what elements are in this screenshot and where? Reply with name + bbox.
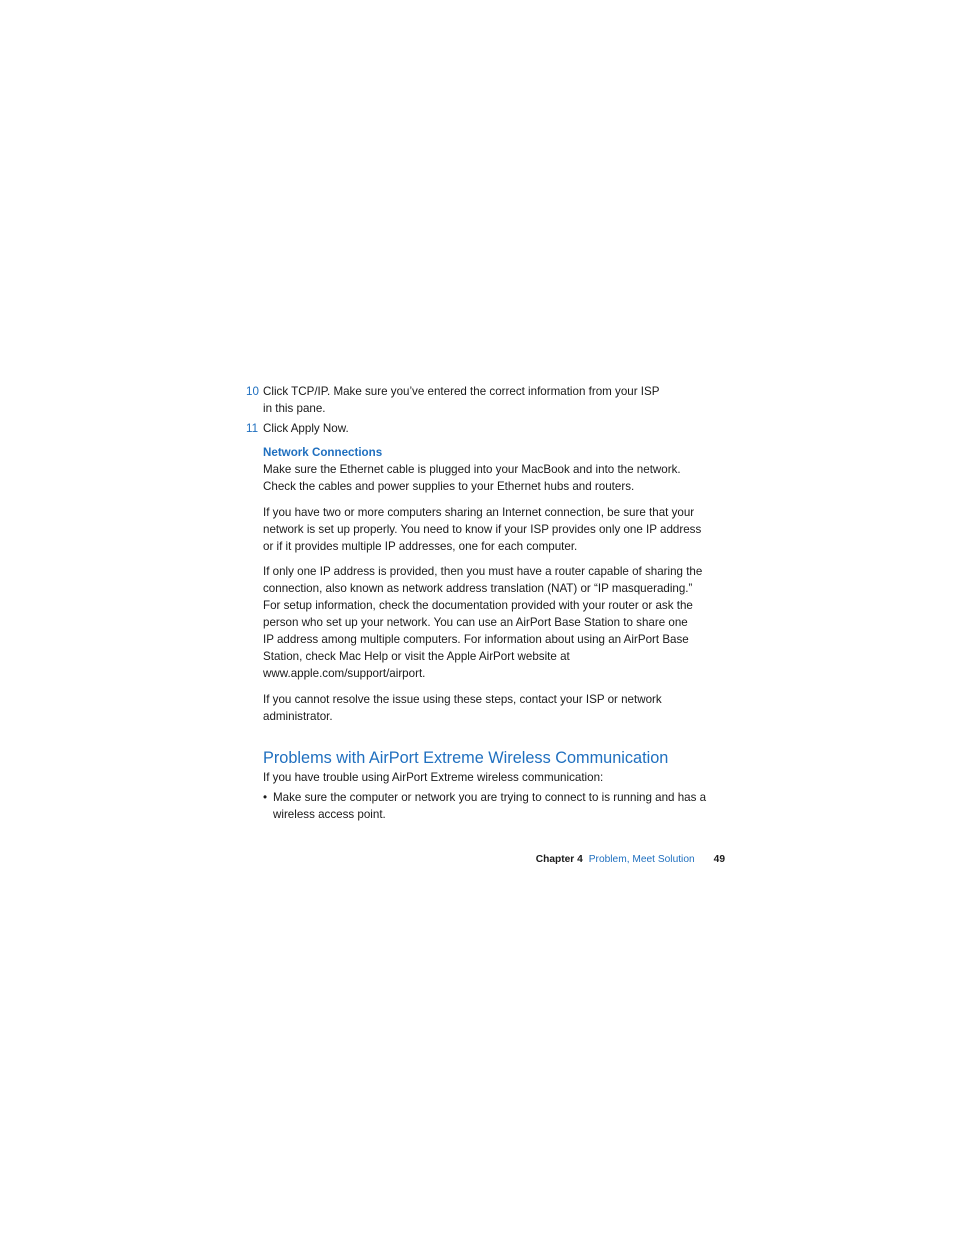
step-text: Click TCP/IP. Make sure you’ve entered the correct information from your ISP in this pane. (263, 385, 660, 415)
section-title: Problems with AirPort Extreme Wireless Communication (263, 749, 669, 767)
footer-chapter: Chapter 4 (535, 854, 583, 865)
network-paragraph-4: If you cannot resolve the issue using these steps, contact your ISP or network administrator. (263, 693, 662, 723)
bullet-item (263, 789, 713, 823)
network-connections-heading: Network Connections (263, 446, 383, 459)
step-number: 11 (246, 422, 259, 435)
bullet-dot-icon: • (263, 791, 268, 804)
airport-intro: If you have trouble using AirPort Extreme wireless communication: (263, 771, 604, 784)
step-10 (246, 383, 706, 417)
footer-chapter-title: Problem, Meet Solution (588, 854, 695, 865)
step-11 (246, 420, 706, 437)
network-paragraph-3: If only one IP address is provided, then you must have a router capable of sharing the connection, also known as network address translation (NAT) or “IP masquerading.” For setup information, check the documentation provided with your router or ask the person who set up your network. You can use an AirPort Base Station to share one IP address among multiple computers. For information about using an AirPort Base Station, check Mac Help or visit the Apple AirPort website at www.apple.com/support/airport. (263, 565, 703, 680)
bullet-text: Make sure the computer or network you are trying to connect to is running and has a wireless access point. (273, 791, 707, 821)
network-paragraph-1: Make sure the Ethernet cable is plugged into your MacBook and into the network. Check the cables and power supplies to your Ethernet hubs and routers. (263, 463, 681, 493)
network-paragraph-2: If you have two or more computers sharing an Internet connection, be sure that your network is set up properly. You need to know if your ISP provides only one IP address or if it provides multiple IP addresses, one for each computer. (263, 506, 702, 553)
page-footer (536, 852, 725, 868)
step-number: 10 (246, 385, 259, 398)
page-number: 49 (713, 854, 725, 865)
step-text: Click Apply Now. (263, 422, 349, 435)
